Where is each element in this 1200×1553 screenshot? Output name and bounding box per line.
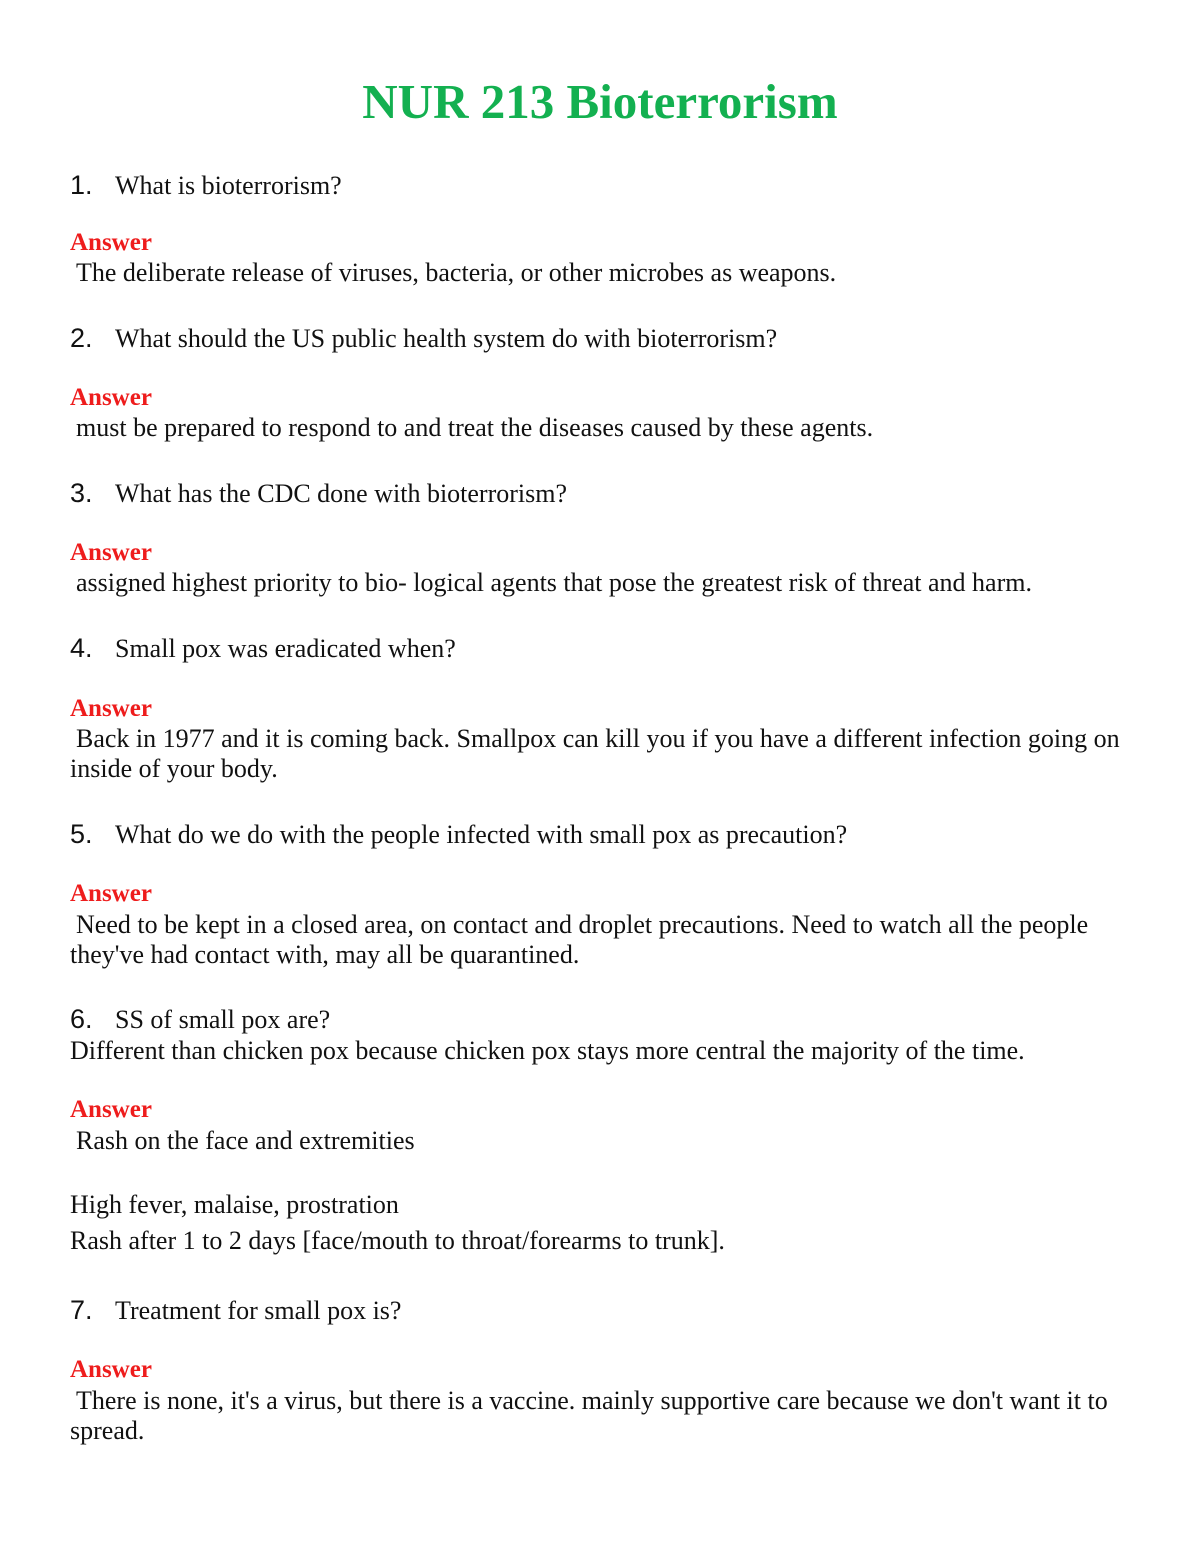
question-text: Treatment for small pox is?	[115, 1296, 402, 1325]
question-3	[70, 478, 1140, 509]
answer-text: Need to be kept in a closed area, on contact and droplet precautions. Need to watch all the people they've had contact with, may all be quarantined.	[70, 910, 1089, 969]
question-text: Small pox was eradicated when?	[115, 634, 456, 663]
question-5	[70, 819, 1140, 850]
answer-label: Answer	[70, 539, 152, 566]
answer-text: assigned highest priority to bio- logical agents that pose the greatest risk of threat and harm.	[76, 568, 1032, 597]
document-title: NUR 213 Bioterrorism	[362, 74, 838, 129]
answer-label: Answer	[70, 695, 152, 722]
answer-label: Answer	[70, 880, 152, 907]
answer-3	[70, 568, 1130, 598]
question-2	[70, 323, 1140, 354]
question-number: 2.	[70, 323, 93, 353]
answer-5	[70, 910, 1130, 970]
question-text: What is bioterrorism?	[115, 171, 342, 200]
question-number: 4.	[70, 633, 93, 663]
answer-text: Rash on the face and extremities	[76, 1126, 415, 1155]
answer-label: Answer	[70, 1096, 152, 1123]
answer-2	[70, 413, 1130, 443]
answer-text: The deliberate release of viruses, bacteria, or other microbes as weapons.	[76, 258, 837, 287]
answer-label: Answer	[70, 1356, 152, 1383]
question-note: Different than chicken pox because chicken pox stays more central the majority of the time.	[70, 1036, 1025, 1065]
question-text: SS of small pox are?	[115, 1005, 331, 1034]
question-text: What should the US public health system do with bioterrorism?	[115, 324, 778, 353]
answer-label: Answer	[70, 384, 152, 411]
question-text: What do we do with the people infected with small pox as precaution?	[115, 820, 848, 849]
question-1	[70, 170, 1140, 201]
question-number: 3.	[70, 478, 93, 508]
answer-1	[70, 258, 1130, 288]
question-number: 7.	[70, 1295, 93, 1325]
question-7	[70, 1295, 1140, 1326]
answer-label: Answer	[70, 229, 152, 256]
question-number: 6.	[70, 1004, 93, 1034]
answer-6	[70, 1126, 1130, 1156]
question-6	[70, 1004, 1140, 1035]
answer-text: There is none, it's a virus, but there is a vaccine. mainly supportive care because we don't want it to spread.	[70, 1386, 1108, 1445]
question-number: 5.	[70, 819, 93, 849]
answer-extra-line: Rash after 1 to 2 days [face/mouth to throat/forearms to trunk].	[70, 1226, 725, 1255]
question-number: 1.	[70, 170, 93, 200]
question-text: What has the CDC done with bioterrorism?	[115, 479, 568, 508]
question-4	[70, 633, 1140, 664]
answer-extra-line: High fever, malaise, prostration	[70, 1190, 399, 1219]
answer-text: must be prepared to respond to and treat the diseases caused by these agents.	[76, 413, 874, 442]
answer-7	[70, 1386, 1130, 1446]
answer-text: Back in 1977 and it is coming back. Smallpox can kill you if you have a different infection going on inside of your body.	[70, 724, 1120, 783]
answer-4	[70, 724, 1130, 784]
